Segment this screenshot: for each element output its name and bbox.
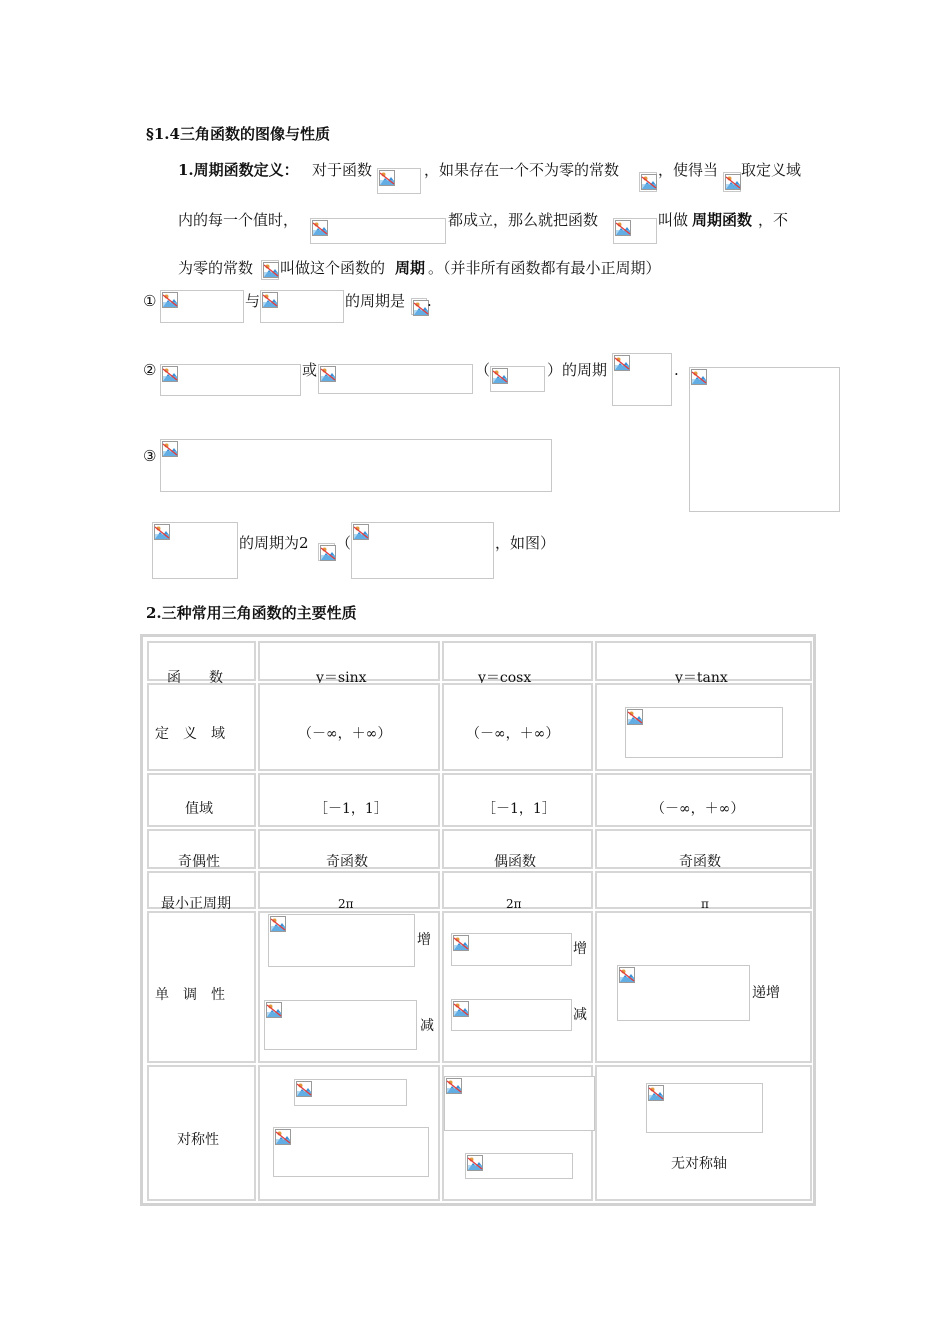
table-cell [442, 829, 593, 869]
text: 与 [245, 292, 261, 310]
table-cell [442, 1065, 593, 1201]
definition-label: 1.周期函数定义： [178, 161, 299, 179]
formula-image [613, 218, 657, 244]
text: ，不 [758, 211, 789, 229]
cell-value: π [701, 897, 709, 911]
formula-image [612, 353, 672, 406]
table-cell [258, 871, 440, 909]
table-cell [595, 773, 812, 827]
term-periodic-function: 周期函数 [692, 211, 753, 229]
formula-image [318, 543, 335, 561]
broken-image-icon [467, 1155, 483, 1171]
section2-title: 2.三种常用三角函数的主要性质 [146, 604, 357, 622]
row-label: 最小正周期 [161, 896, 231, 912]
formula-image [260, 290, 344, 323]
text: （ [475, 361, 491, 379]
formula-image [377, 168, 421, 194]
table-cell [258, 683, 440, 771]
formula-image [160, 364, 301, 396]
cell-value: （－∞，＋∞） [298, 726, 392, 742]
broken-image-icon [162, 366, 178, 382]
text: 叫做 [658, 211, 689, 229]
row-label-cell [147, 683, 256, 771]
properties-table [140, 634, 816, 1206]
text: 取定义域 [741, 161, 802, 179]
cell-value: 奇函数 [326, 854, 368, 870]
table-cell [595, 683, 812, 771]
text: ，使得当 [658, 161, 719, 179]
cell-value: 偶函数 [494, 854, 536, 870]
item-number: ③ [143, 447, 157, 465]
row-label: 单 调 性 [155, 987, 225, 1003]
text: 的周期为2 [239, 534, 309, 552]
formula-image [273, 1127, 429, 1177]
broken-image-icon [270, 916, 286, 932]
text: 都成立，那么就把函数 [448, 211, 599, 229]
table-cell [442, 683, 593, 771]
broken-image-icon [379, 170, 395, 186]
broken-image-icon [353, 524, 369, 540]
formula-image [639, 172, 657, 192]
cell-value: 奇函数 [679, 854, 721, 870]
header-label: 函 数 [167, 670, 223, 686]
formula-image [625, 707, 783, 758]
text: 的周期是 [345, 292, 406, 310]
cell-value: 减 [573, 1007, 587, 1023]
cell-value: 2π [338, 897, 354, 911]
text: ）的周期 [547, 361, 608, 379]
formula-image [268, 914, 415, 967]
cell-value: 2π [506, 897, 522, 911]
row-label-cell [147, 871, 256, 912]
broken-image-icon [320, 366, 336, 382]
text: ，如图） [495, 534, 556, 552]
row-label-cell [147, 829, 256, 869]
formula-image [444, 1076, 595, 1131]
cell-value: 无对称轴 [671, 1156, 727, 1172]
formula-image [451, 933, 572, 966]
header-cell [147, 641, 256, 686]
formula-image [351, 522, 494, 579]
row-label-cell [147, 773, 256, 827]
table-cell [258, 911, 440, 1063]
table-cell [258, 1065, 440, 1201]
formula-image [160, 290, 244, 323]
table-cell [595, 829, 812, 869]
cell-value: 增 [573, 941, 587, 957]
formula-image [318, 364, 473, 394]
formula-image [617, 965, 750, 1021]
table-cell [442, 773, 593, 827]
table-cell [258, 829, 440, 869]
formula-image [646, 1083, 763, 1133]
formula-image [310, 218, 446, 244]
text: 为零的常数 [178, 259, 254, 277]
broken-image-icon [453, 1001, 469, 1017]
item-number: ① [143, 292, 157, 310]
table-cell [595, 871, 812, 909]
broken-image-icon [296, 1081, 312, 1097]
broken-image-icon [275, 1129, 291, 1145]
formula-image [465, 1153, 573, 1179]
row-label-cell [147, 911, 256, 1063]
formula-image [294, 1079, 407, 1106]
table-cell [442, 871, 593, 909]
graph-image [689, 367, 840, 512]
broken-image-icon [648, 1085, 664, 1101]
row-label: 奇偶性 [178, 854, 220, 870]
header-label: y＝tanx [675, 670, 728, 686]
formula-image [490, 366, 545, 392]
broken-image-icon [453, 935, 469, 951]
formula-image [411, 298, 427, 315]
broken-image-icon [263, 262, 279, 278]
row-label: 对称性 [177, 1132, 219, 1148]
table-cell [595, 911, 812, 1063]
broken-image-icon [162, 441, 178, 457]
row-label: 定 义 域 [155, 726, 225, 742]
text: 对于函数 [312, 161, 373, 179]
text: . [674, 361, 679, 379]
table-cell [595, 1065, 812, 1201]
broken-image-icon [266, 1002, 282, 1018]
table-cell [258, 773, 440, 827]
cell-value: 递增 [752, 985, 780, 1001]
cell-value: 增 [417, 932, 431, 948]
text: . [427, 292, 432, 310]
cell-value: ［－1，1］ [482, 801, 556, 817]
table-cell [442, 911, 593, 1063]
cell-value: 减 [420, 1018, 434, 1034]
broken-image-icon [725, 174, 741, 190]
text: ，如果存在一个不为零的常数 [424, 161, 620, 179]
formula-image [451, 999, 572, 1031]
broken-image-icon [262, 292, 278, 308]
broken-image-icon [312, 220, 328, 236]
header-cell [442, 641, 593, 686]
cell-value: ［－1，1］ [314, 801, 388, 817]
cell-value: （－∞，＋∞） [651, 801, 745, 817]
broken-image-icon [446, 1078, 462, 1094]
broken-image-icon [691, 369, 707, 385]
text: （ [336, 534, 352, 552]
broken-image-icon [162, 292, 178, 308]
text: 。（并非所有函数都有最小正周期） [428, 259, 661, 277]
broken-image-icon [154, 524, 170, 540]
item-number: ② [143, 361, 157, 379]
text: 或 [302, 361, 318, 379]
formula-image [152, 522, 238, 579]
cell-value: （－∞，＋∞） [466, 726, 560, 742]
broken-image-icon [320, 545, 336, 561]
header-label: y＝cosx [478, 670, 532, 686]
broken-image-icon [619, 967, 635, 983]
broken-image-icon [641, 174, 657, 190]
formula-image [264, 1000, 417, 1050]
broken-image-icon [492, 368, 508, 384]
header-cell [258, 641, 440, 686]
text: 内的每一个值时， [178, 211, 299, 229]
term-period: 周期 [395, 259, 426, 277]
text: 叫做这个函数的 [280, 259, 386, 277]
formula-image [160, 439, 552, 492]
row-label: 值域 [185, 801, 213, 817]
formula-image [723, 172, 741, 192]
section-title: §1.4三角函数的图像与性质 [146, 125, 330, 143]
broken-image-icon [627, 709, 643, 725]
header-label: y＝sinx [316, 670, 367, 686]
header-cell [595, 641, 812, 686]
broken-image-icon [614, 355, 630, 371]
broken-image-icon [615, 220, 631, 236]
formula-image [261, 260, 279, 280]
row-label-cell [147, 1065, 256, 1201]
